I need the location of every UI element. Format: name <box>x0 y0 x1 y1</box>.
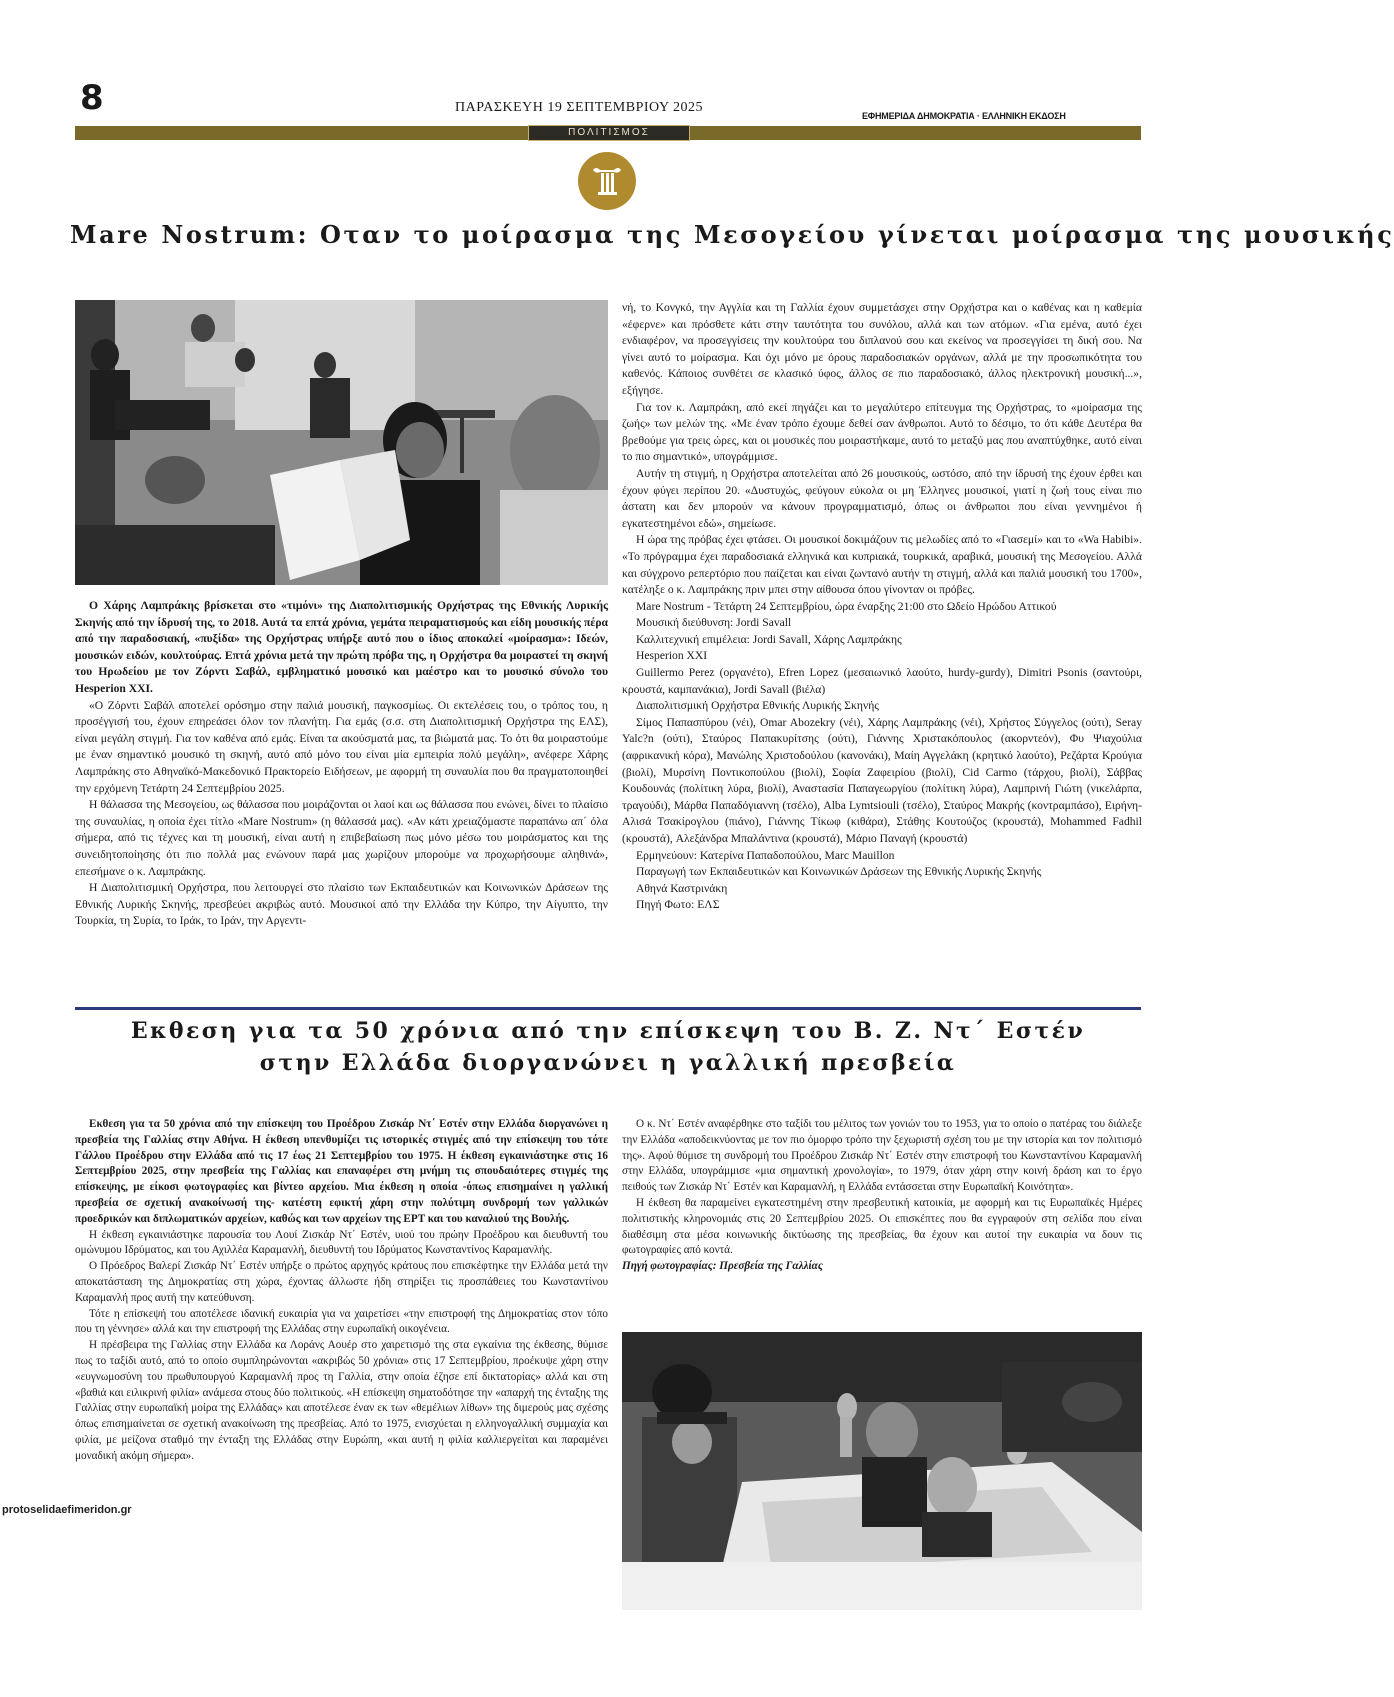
concert-info-line: Hesperion XXI <box>636 649 708 663</box>
article2-paragraph: Τότε η επίσκεψή του αποτέλεσε ιδανική ευκαιρία για να χαιρετίσει «την επιστροφή της Δημοκρατίας στον τόπο που τη γέννησε» αλλά και την επιστροφή της Ελλάδας στην ευρωπαϊκή οικογένεια. <box>75 1307 608 1336</box>
concert-info-line: Μουσική διεύθυνση: Jordi Savall <box>636 616 792 630</box>
article1-paragraph: Η Διαπολιτισμική Ορχήστρα, που λειτουργεί στο πλαίσιο των Εκπαιδευτικών και Κοινωνικών Δράσεων της Εθνικής Λυρικής Σκηνής, πρεσβεύει ακριβώς αυτό. Μουσικοί από την Ελλάδα την Κύπρο, την Αίγυπτο, την Τουρκία, τη Συρία, το Ιράκ, το Ιράν, την Αργεντι- <box>75 881 608 928</box>
concert-info-line: Σίμος Παπασπύρου (νέι), Omar Abozekry (νέι), Χάρης Λαμπράκης (νέι), Χρήστος Σύγγελος (ούτι), Seray Yalc?n (ούτι), Σταύρος Παπακυρίτσης (ούτι), Γιάννης Χριστακόπουλος (ακορντεόν), Φυ Ψιαχούλια (αφρικανική κόρα), Μανώλης Χριστοδούλου (κανονάκι), Μαίη Αγγελάκη (κρητικό λαούτο), Ρεζάρτα Κρούγια (βιολί), Μυρσίνη Ποντικοπούλου (βιολί), Σοφία Ζαφειρίου (βιολί), Cid Carmo (τάρχου, βιολί), Σάββας Κουδουνάς (πολίτικη λύρα, βιολί), Αναστασία Παπαγεωργίου (πολίτικη λύρα), Λαμπρινή Γιώτη (νικελάρπα, τραγούδι), Μάρθα Παπαδόγιαννη (τσέλο), Alba Lymtsiouli (τσέλο), Σταύρος Μακρής (κοντραμπάσο), Ειρήνη-Αλισά Τσακίρογλου (πιάνο), Γιάννης Τίκωφ (κιθάρα), Στάθης Κουτούζος (κρουστά), Mohammed Fadhil (κρουστά), Αλεξάνδρα Μπαλάντινα (κρουστά), Μάριο Παναγή (κρουστά) <box>622 715 1142 845</box>
article2-paragraph: Η έκθεση εγκαινιάστηκε παρουσία του Λουί Ζισκάρ Ντ΄ Εστέν, υιού του πρώην Προέδρου και διευθυντή του ομώνυμου Ιδρύματος, και του Αχιλλέα Καραμανλή, διευθυντή του Ιδρύματος Κωνσταντίνος Καραμανλής. <box>75 1228 608 1257</box>
article1-right-column <box>622 300 1142 914</box>
masthead: ΕΦΗΜΕΡΙΔΑ ΔΗΜΟΚΡΑΤΙΑ · ΕΛΛΗΝΙΚΗ ΕΚΔΟΣΗ <box>862 111 1066 121</box>
concert-info-line: Διαπολιτισμική Ορχήστρα Εθνικής Λυρικής Σκηνής <box>636 699 879 713</box>
article2-lead: Εκθεση για τα 50 χρόνια από την επίσκεψη του Προέδρου Ζισκάρ Ντ΄ Εστέν στην Ελλάδα διοργανώνει η πρεσβεία της Γαλλίας στην Αθήνα. Η έκθεση υπενθυμίζει τις ιστορικές στιγμές από την επίσκεψη του τότε Γάλλου Προέδρου στην Ελλάδα από τις 17 έως 21 Σεπτεμβρίου του 1975. Η έκθεση εγκαινιάστηκε στις 16 Σεπτεμβρίου 2025, στην πρεσβεία της Γαλλίας και επαναφέρει στη μνήμη τις σπουδαιότερες στιγμές της επίσκεψης, με είκοσι φωτογραφίες και βίντεο αρχείου. Μια έκθεση η οποία -όπως επισημαίνει η γαλλική πρεσβεία σε σχετική ανακοίνωσή της- κατέστη εφικτή χάρη στην πολύτιμη συνδρομή των γαλλικών προεδρικών και διπλωματικών αρχείων, καθώς και των αρχείων της ΕΡΤ και του καναλιού της Βουλής. <box>75 1118 608 1225</box>
photo-credit: Πηγή φωτογραφίας: Πρεσβεία της Γαλλίας <box>622 1260 823 1273</box>
section-label: ΠΟΛΙΤΙΣΜΟΣ <box>528 125 690 141</box>
concert-info-line: Παραγωγή των Εκπαιδευτικών και Κοινωνικών Δράσεων της Εθνικής Λυρικής Σκηνής <box>636 865 1042 879</box>
concert-info-line: Guillermo Perez (οργανέτο), Efren Lopez (μεσαιωνικό λαούτο, hurdy-gurdy), Dimitri Psonis (σαντούρι, κρουστά, καμπανάκια), Jordi Savall (βιέλα) <box>622 666 1142 696</box>
article1-paragraph: Η θάλασσα της Μεσογείου, ως θάλασσα που μοιράζονται οι λαοί και ως θάλασσα που ενώνει, δίνει το πλαίσιο της συναυλίας, η οποία έχει τίτλο «Mare Nostrum» (η θάλασσά μας). «Αν κάτι χρειαζόμαστε παραπάνω απ΄ όλα σήμερα, από τις τέχνες και τη μουσική, είναι αυτή η επιβεβαίωση πως μόνο μέσω του μοιράσματος και της συνειδητοποίησης ότι πιο πολλά μας ενώνουν παρά μας χωρίζουν μπορούμε να προχωρήσουμε αληθινά», επεσήμανε ο κ. Λαμπράκης. <box>75 798 608 878</box>
article-divider <box>75 1007 1141 1010</box>
concert-info-line: Ερμηνεύουν: Κατερίνα Παπαδοπούλου, Marc Mauillon <box>636 848 895 862</box>
dateline: ΠΑΡΑΣΚΕΥΗ 19 ΣΕΠΤΕΜΒΡΙΟΥ 2025 <box>455 100 704 115</box>
rehearsal-photo <box>75 300 608 585</box>
article2-right-column <box>622 1117 1142 1275</box>
article1-paragraph: Για τον κ. Λαμπράκη, από εκεί πηγάζει και το μεγαλύτερο επίτευγμα της Ορχήστρας, το «μοίρασμα της ζωής» των μελών της. «Με έναν τρόπο έχουμε δεθεί σαν άνθρωποι. Αυτό το δέσιμο, το ότι κάθε Δευτέρα θα βρεθούμε για τρεις ώρες, και οι μουσικές που μοιραστήκαμε, αυτό το μεταξύ μας που αναπτύχθηκε, αυτό είναι το πιο σημαντικό», υπογράμμισε. <box>622 400 1142 464</box>
concert-info-line: Αθηνά Καστρινάκη <box>636 881 728 895</box>
watermark: protoselidaefimeridon.gr <box>2 1504 132 1516</box>
article1-paragraph: Αυτήν τη στιγμή, η Ορχήστρα αποτελείται από 26 μουσικούς, ωστόσο, από την ίδρυσή της έχουν έρθει και έχουν φύγει περίπου 20. «Δυστυχώς, φεύγουν εύκολα οι μη Έλληνες μουσικοί, γιατί η ζωή τους είναι πιο άστατη και δεν μπορούν να κάνουν προγραμματισμό, όπως οι άνθρωποι που είναι γεννημένοι ή εγκατεστημένοι εδώ», σημείωσε. <box>622 466 1142 530</box>
article1-left-column <box>75 598 608 930</box>
motorcade-photo <box>622 1332 1142 1610</box>
article2-paragraph: Ο Πρόεδρος Βαλερί Ζισκάρ Ντ΄ Εστέν υπήρξε ο πρώτος αρχηγός κράτους που επισκέφτηκε την Ελλάδα μετά την αποκατάσταση της Δημοκρατίας στη χώρα, έχοντας άλλωστε ήδη στηρίξει τις προσπάθειες του Κωνσταντίνου Καραμανλή προς αυτή την κατεύθυνση. <box>75 1260 608 1304</box>
article2-paragraph: Ο κ. Ντ΄ Εστέν αναφέρθηκε στο ταξίδι του μέλιτος των γονιών του το 1953, για το οποίο ο πατέρας του διάλεξε την Ελλάδα «αποδεικνύοντας με τον πιο όμορφο τρόπο την ξεχωριστή σχέση του με την ιστορία και τον πολιτισμό της». Αφού θύμισε τη συνδρομή του Προέδρου Ζισκάρ Ντ΄ Εστέν στην επιστροφή του Κωνσταντίνου Καραμανλή στην Ελλάδα, υπογράμμισε «μια σημαντική χρονολογία», το 1979, όταν χάρη στην κοινή δράση και το έργο πειθούς των Ζισκάρ Ντ΄ Εστέν και Καραμανλή, η Ελλάδα εντάσσεται στην Ευρωπαϊκή Κοινότητα». <box>622 1118 1142 1194</box>
article1-paragraph: Η ώρα της πρόβας έχει φτάσει. Οι μουσικοί δοκιμάζουν τις μελωδίες από το «Γιασεμί» και το «Wa Habibi». «Το πρόγραμμα έχει παραδοσιακά ελληνικά και κυπριακά, τουρκικά, αραβικά, μουσική της Μεσογείου. Αλλά και σύγχρονο ρεπερτόριο που παίζεται και είναι ζωντανό αυτήν τη στιγμή, αλλά και παλιά μουσική του 1700», κατέληξε ο κ. Λαμπράκης πριν μπει στην αίθουσα όπου γίνονταν οι πρόβες. <box>622 533 1142 597</box>
concert-info-line: Πηγή Φωτο: ΕΛΣ <box>636 898 720 912</box>
ionic-column-icon <box>590 164 624 198</box>
concert-info-line: Mare Nostrum - Τετάρτη 24 Σεπτεμβρίου, ώρα έναρξης 21:00 στο Ωδείο Ηρώδου Αττικού <box>636 599 1057 613</box>
article2-paragraph: Η έκθεση θα παραμείνει εγκατεστημένη στην πρεσβευτική κατοικία, με αφορμή και τις Ευρωπαϊκές Ημέρες πολιτιστικής κληρονομιάς στις 20 Σεπτεμβρίου 2025. Οι επισκέπτες που θα εγγραφούν στη σελίδα που είναι διαθέσιμη στα μέσα κοινωνικής δικτύωσης της πρεσβείας, θα έχουν και αυτοί την ευκαιρία να δουν τις φωτογραφίες από κοντά. <box>622 1196 1142 1257</box>
page-number: 8 <box>80 78 104 118</box>
article2-headline <box>75 1015 1141 1079</box>
article1-paragraph: νή, το Κονγκό, την Αγγλία και τη Γαλλία έχουν συμμετάσχει στην Ορχήστρα και ο καθένας και η καθεμία «έφερνε» και πρόσθετε κάτι στην ταυτότητα του συνόλου, αλλά και των ατόμων. «Για εμένα, αυτό έχει ενδιαφέρον, να προσεγγίσεις την κουλτούρα του διπλανού σου και εκείνος να προσεγγίσει τη δική σου. Να γίνει αυτό το μοίρασμα. Και όχι μόνο με όρους παραδοσιακών οργάνων, αλλά με την προσωπικότητα του καθενός. Κάποιος συνθέτει σε κλασικό ύφος, άλλος σε πιο παραδοσιακό, άλλος ηλεκτρονική μουσική...», εξήγησε. <box>622 301 1142 397</box>
article1-headline: Mare Nostrum: Οταν το μοίρασμα της Μεσογείου γίνεται μοίρασμα της μουσικής <box>70 220 1394 249</box>
article2-left-column <box>75 1117 608 1465</box>
article2-paragraph: Η πρέσβειρα της Γαλλίας στην Ελλάδα κα Λοράνς Αουέρ στο χαιρετισμό της στα εγκαίνια της έκθεσης, θύμισε πως το ταξίδι αυτό, από το οποίο συμπληρώνονται «ακριβώς 50 χρόνια» στις 17 Σεπτεμβρίου, προέκυψε χάρη στην «ευγνωμοσύνη του πρωθυπουργού Καραμανλή προς τη Γαλλία, στην οποία έζησε επί δικτατορίας» αλλά και στη «βαθιά και ειλικρινή φιλία» ανάμεσα στους δύο πολιτικούς. «Η επίσκεψη σηματοδότησε την «απαρχή της ένταξης της Γαλλίας στην ευρωπαϊκή μοίρα της Ελλάδας» και αποτέλεσε έναν εκ των «θεμέλιων λίθων» της διμερούς μας σχέσης όπως επισημαίνεται σε σχετική ανακοίνωση της πρεσβείας. Από το 1975, ενισχύεται η ελληνογαλλική συμμαχία και φιλία, με μείζονα σταθμό την ένταξη της Ελλάδας στην Ευρώπη, «και αυτή η φιλία καλλιεργείται και παραμένει μοναδική ακόμη σήμερα». <box>75 1339 608 1462</box>
column-emblem-icon <box>578 152 636 210</box>
article2-headline-line1: Εκθεση για τα 50 χρόνια από την επίσκεψη του Β. Ζ. Ντ΄ Εστέν <box>130 1018 1086 1044</box>
article2-headline-line2: στην Ελλάδα διοργανώνει η γαλλική πρεσβεία <box>259 1050 957 1076</box>
article1-paragraph: «Ο Ζόρντι Σαβάλ αποτελεί ορόσημο στην παλιά μουσική, παγκοσμίως. Οι εκτελέσεις του, ο τρόπος του, η προσέγγισή του, έχουν επηρεάσει όλον τον πλανήτη. Για εμάς (σ.σ. στη Διαπολιτισμική Ορχήστρα της ΕΛΣ), είναι μεγάλη στιγμή. Για τον καθένα από εμάς. Είναι τα ακούσματά μας, τα βιώματά μας. Το ότι θα μοιραστούμε με έναν σημαντικό μουσικό τη σκηνή, αυτό από μόνο του είναι μία εμπειρία πολύ μεγάλη», ανέφερε Χάρης Λαμπράκης στο Αθηναϊκό-Μακεδονικό Πρακτορείο Ειδήσεων, με αφορμή τη συναυλία που θα πραγματοποιηθεί την ερχόμενη Τετάρτη 24 Σεπτεμβρίου 2025. <box>75 698 608 795</box>
concert-info-line: Καλλιτεχνική επιμέλεια: Jordi Savall, Χάρης Λαμπράκης <box>636 632 902 646</box>
article1-photo-caption: Ο Χάρης Λαμπράκης βρίσκεται στο «τιμόνι» της Διαπολιτισμικής Ορχήστρας της Εθνικής Λυρικής Σκηνής από την ίδρυσή της, το 2018. Αυτά τα επτά χρόνια, γεμάτα πειραματισμούς και είδη μουσικής πέρα από την παραδοσιακή, «πυξίδα» της Ορχήστρας υπήρξε αυτό που ο ίδιος αποκαλεί «μοίρασμα»: Ιδεών, μουσικών ειδών, κουλτούρας. Επτά χρόνια μετά την πρώτη πρόβα της, η Ορχήστρα θα μοιραστεί τη σκηνή του Ηρωδείου με τον Ζόρντι Σαβάλ, εμβληματικό μουσικό και μαέστρο και το μουσικό σύνολο του Hesperion XXI. <box>75 599 608 695</box>
